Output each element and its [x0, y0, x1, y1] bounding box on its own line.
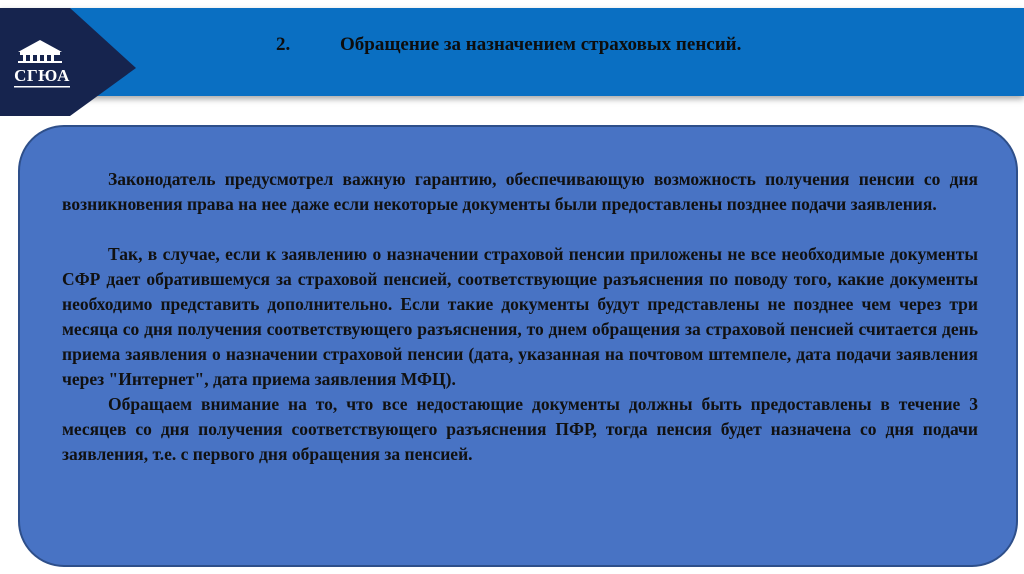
logo-text: СГЮА	[14, 66, 70, 85]
content-panel	[18, 125, 1018, 567]
paragraph-documents: Так, в случае, если к заявлению о назначении страховой пенсии приложены не все необходимые документы СФР дает обратившемуся за страховой пенсией, соответствующие разъяснения по поводу того, какие документы необходимо представить дополнительно. Если такие документы будут представлены не позднее чем через три месяца со дня получения соответствующего разъяснения, то днем обращения за страховой пенсией считается день приема заявления о назначении страховой пенсии (дата, указанная на почтовом штемпеле, дата подачи заявления через "Интернет", дата приема заявления МФЦ).	[62, 244, 978, 389]
paragraph-spacer	[62, 217, 978, 242]
paragraph-guarantee: Законодатель предусмотрел важную гарантию, обеспечивающую возможность получения пенсии со дня возникновения права на нее даже если некоторые документы были предоставлены позднее подачи заявления.	[62, 169, 978, 214]
page-title	[276, 34, 741, 56]
section-title: Обращение за назначением страховых пенсий.	[340, 34, 742, 55]
content-text	[62, 167, 978, 467]
section-number: 2.	[276, 34, 291, 55]
logo	[0, 8, 136, 116]
logo-shape	[0, 8, 136, 116]
paragraph-attention: Обращаем внимание на то, что все недостающие документы должны быть предоставлены в течение 3 месяцев со дня получения соответствующего разъяснения ПФР, тогда пенсия будет назначена со дня подачи заявления, т.е. с первого дня обращения за пенсией.	[62, 394, 978, 464]
